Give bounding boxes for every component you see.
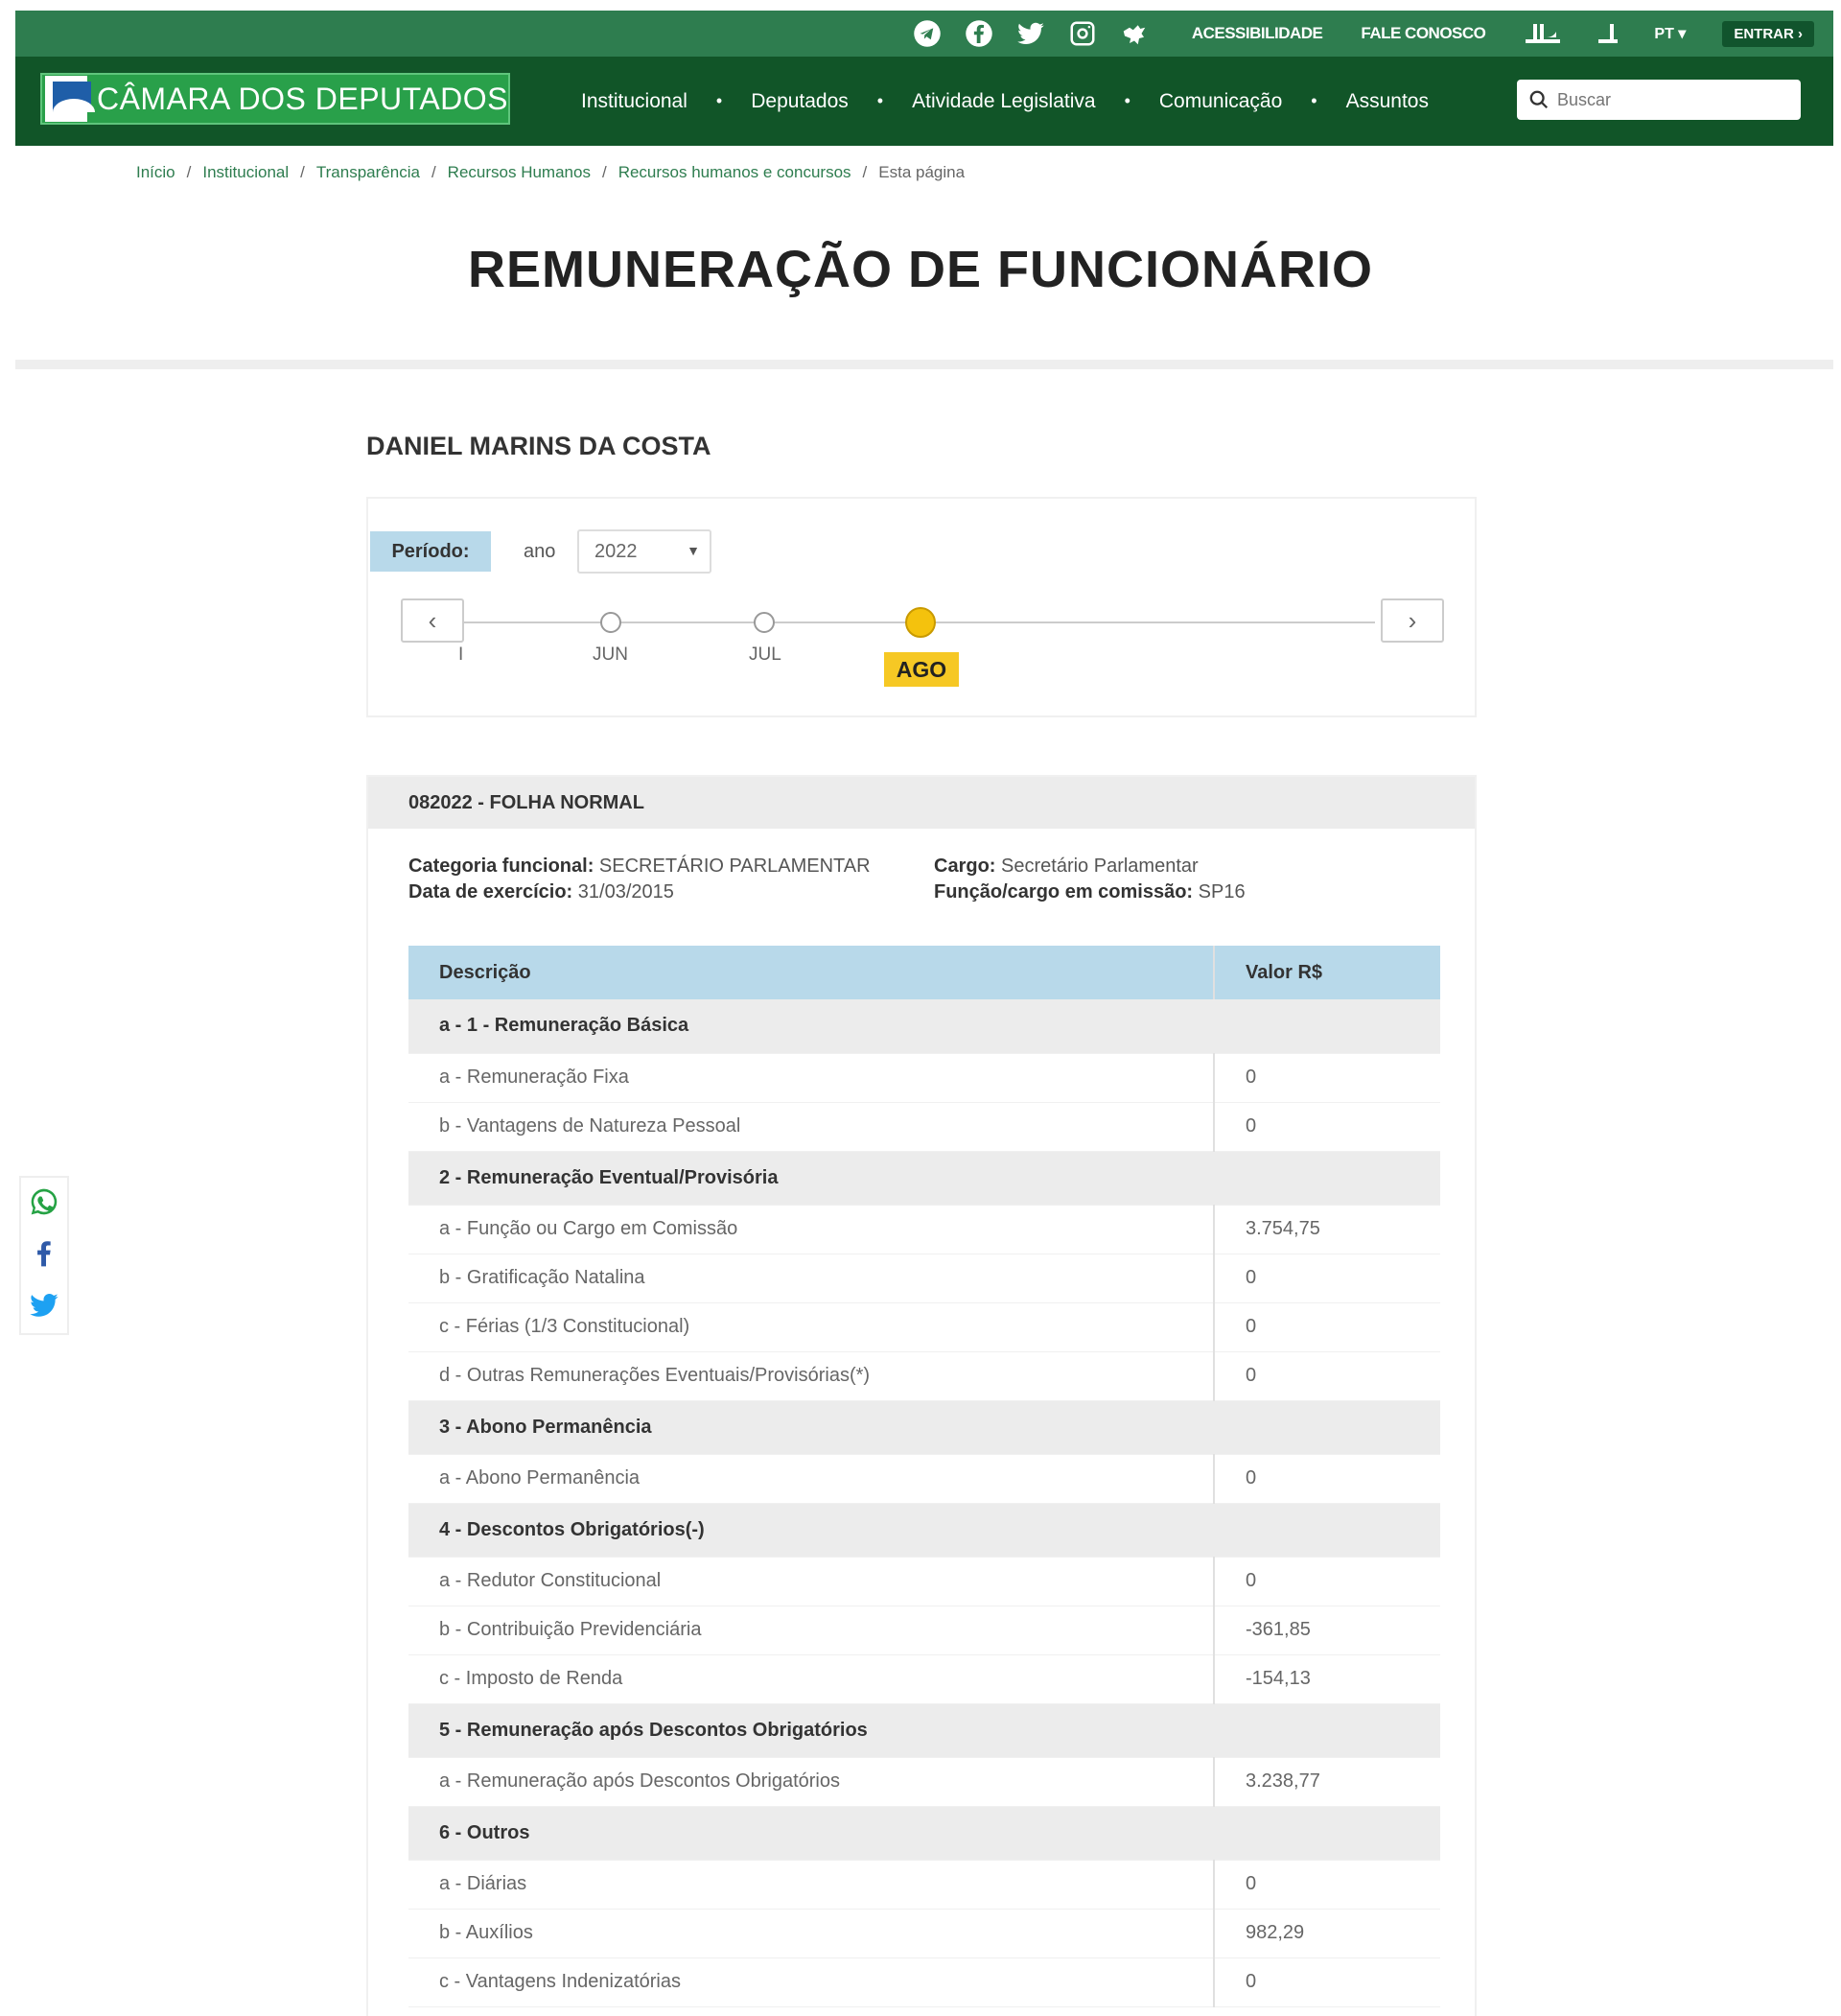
breadcrumb-transparencia[interactable]: Transparência: [315, 163, 420, 181]
breadcrumb-separator: /: [862, 163, 868, 181]
row-description: a - Diárias: [408, 1860, 1214, 1909]
timeline-month-dot[interactable]: [754, 612, 775, 633]
timeline-month-label[interactable]: JUL: [749, 645, 781, 665]
row-value: -154,13: [1214, 1654, 1440, 1703]
search-icon[interactable]: [1528, 89, 1550, 110]
year-label: ano: [524, 541, 556, 562]
contact-link[interactable]: FALE CONOSCO: [1361, 24, 1486, 42]
row-description: b - Gratificação Natalina: [408, 1254, 1214, 1302]
nav-separator: •: [1124, 91, 1130, 110]
row-value: 0: [1214, 1557, 1440, 1606]
timeline-next-button[interactable]: ›: [1381, 598, 1444, 643]
breadcrumb-institucional[interactable]: Institucional: [202, 163, 290, 181]
whatsapp-icon[interactable]: [29, 1186, 59, 1222]
payroll-table: [408, 946, 1440, 2007]
table-row: [408, 1102, 1440, 1151]
search-input[interactable]: [1557, 90, 1787, 110]
table-row: [408, 1606, 1440, 1654]
table-row: [408, 1957, 1440, 2006]
row-value: -361,85: [1214, 1606, 1440, 1654]
row-value: 0: [1214, 1860, 1440, 1909]
employee-name: DANIEL MARINS DA COSTA: [366, 432, 711, 460]
period-label: Período:: [370, 531, 491, 572]
facebook-icon[interactable]: [964, 18, 994, 49]
camara-logo-mark: [45, 76, 87, 122]
year-value: 2022: [594, 540, 638, 562]
row-description: c - Vantagens Indenizatórias: [408, 1957, 1214, 2006]
row-value: 0: [1214, 1351, 1440, 1400]
breadcrumb-separator: /: [186, 163, 192, 181]
nav-separator: •: [876, 91, 884, 110]
row-description: c - Imposto de Renda: [408, 1654, 1214, 1703]
row-value: [1214, 1806, 1440, 1860]
table-row: [408, 1757, 1440, 1806]
table-section-row: [408, 1400, 1440, 1454]
search-box: [1517, 80, 1801, 120]
row-description: a - Função ou Cargo em Comissão: [408, 1205, 1214, 1254]
divider: [15, 360, 1833, 369]
nav-assuntos[interactable]: Assuntos: [1345, 89, 1429, 112]
podcast-icon[interactable]: [1119, 18, 1150, 49]
table-section-row: [408, 999, 1440, 1053]
row-description: b - Contribuição Previdenciária: [408, 1606, 1214, 1654]
breadcrumb-current: Esta página: [878, 163, 966, 181]
twitter-icon[interactable]: [29, 1290, 59, 1325]
timeline-active-dot[interactable]: [905, 607, 936, 638]
row-value: [1214, 1503, 1440, 1557]
chevron-down-icon: ▼: [687, 543, 700, 558]
telegram-icon[interactable]: [912, 18, 943, 49]
main-navigation: [581, 57, 1429, 146]
table-row: [408, 1860, 1440, 1909]
row-description: 3 - Abono Permanência: [408, 1400, 1214, 1454]
nav-deputados[interactable]: Deputados: [751, 89, 849, 112]
table-row: [408, 1557, 1440, 1606]
data-exercicio-label: Data de exercício:: [408, 881, 573, 903]
funcao-label: Função/cargo em comissão:: [934, 881, 1194, 903]
row-value: [1214, 1703, 1440, 1757]
info-col-1: [408, 854, 1444, 905]
nav-atividade-legislativa[interactable]: Atividade Legislativa: [912, 89, 1096, 112]
table-row: [408, 1909, 1440, 1957]
row-description: 2 - Remuneração Eventual/Provisória: [408, 1151, 1214, 1205]
cargo-value: Secretário Parlamentar: [1001, 856, 1199, 877]
row-description: 6 - Outros: [408, 1806, 1214, 1860]
breadcrumb-inicio[interactable]: Início: [136, 163, 175, 181]
language-selector[interactable]: PT ▾: [1654, 26, 1687, 42]
categoria-label: Categoria funcional:: [408, 856, 594, 877]
table-section-row: [408, 1703, 1440, 1757]
column-header-valor: Valor R$: [1214, 946, 1440, 999]
column-header-descricao: Descrição: [408, 946, 1214, 999]
row-value: 0: [1214, 1302, 1440, 1351]
table-row: [408, 1654, 1440, 1703]
table-header-row: [408, 946, 1440, 999]
row-value: 0: [1214, 1454, 1440, 1503]
payroll-table-wrap: [408, 946, 1440, 2007]
breadcrumb-separator: /: [300, 163, 305, 181]
breadcrumb-separator: /: [601, 163, 607, 181]
camara-logo[interactable]: [40, 73, 510, 125]
main-header: [15, 57, 1833, 146]
congress-icon[interactable]: [1524, 22, 1562, 45]
instagram-icon[interactable]: [1067, 18, 1098, 49]
employee-info: [408, 854, 1444, 905]
year-select[interactable]: [577, 529, 711, 574]
row-description: 4 - Descontos Obrigatórios(-): [408, 1503, 1214, 1557]
breadcrumb-recursos-concursos[interactable]: Recursos humanos e concursos: [618, 163, 851, 181]
breadcrumb-recursos-humanos[interactable]: Recursos Humanos: [447, 163, 591, 181]
nav-institucional[interactable]: Institucional: [581, 89, 687, 112]
timeline-prev-button[interactable]: ‹: [401, 598, 464, 643]
row-value: [1214, 1151, 1440, 1205]
payroll-header: 082022 - FOLHA NORMAL: [368, 777, 1475, 829]
timeline-month-label[interactable]: JUN: [593, 645, 628, 665]
timeline-active-month[interactable]: AGO: [884, 652, 959, 687]
data-exercicio-value: 31/03/2015: [577, 881, 674, 903]
row-value: 0: [1214, 1053, 1440, 1102]
row-description: a - Remuneração Fixa: [408, 1053, 1214, 1102]
row-description: b - Auxílios: [408, 1909, 1214, 1957]
info-col-2: [934, 854, 1246, 905]
chamber-icon[interactable]: [1596, 22, 1620, 45]
table-row: [408, 1351, 1440, 1400]
row-value: 0: [1214, 1102, 1440, 1151]
row-description: 5 - Remuneração após Descontos Obrigatórios: [408, 1703, 1214, 1757]
timeline-month-label[interactable]: I: [458, 645, 464, 665]
cargo-label: Cargo:: [934, 856, 996, 877]
social-links: [912, 18, 1150, 49]
row-value: 0: [1214, 1957, 1440, 2006]
page-title: REMUNERAÇÃO DE FUNCIONÁRIO: [468, 241, 1373, 298]
nav-separator: •: [1311, 91, 1317, 110]
row-description: d - Outras Remunerações Eventuais/Provisórias(*): [408, 1351, 1214, 1400]
table-section-row: [408, 1503, 1440, 1557]
row-description: a - Remuneração após Descontos Obrigatórios: [408, 1757, 1214, 1806]
payroll-table-body: [408, 999, 1440, 2006]
row-description: a - 1 - Remuneração Básica: [408, 999, 1214, 1053]
table-row: [408, 1454, 1440, 1503]
row-value: [1214, 999, 1440, 1053]
table-section-row: [408, 1151, 1440, 1205]
twitter-icon[interactable]: [1015, 18, 1046, 49]
row-description: a - Abono Permanência: [408, 1454, 1214, 1503]
row-value: 982,29: [1214, 1909, 1440, 1957]
funcao-value: SP16: [1198, 881, 1246, 903]
row-description: a - Redutor Constitucional: [408, 1557, 1214, 1606]
row-value: 3.754,75: [1214, 1205, 1440, 1254]
table-row: [408, 1205, 1440, 1254]
facebook-icon[interactable]: [29, 1238, 59, 1274]
categoria-value: SECRETÁRIO PARLAMENTAR: [598, 856, 871, 877]
row-value: [1214, 1400, 1440, 1454]
share-bar: [19, 1176, 69, 1335]
row-description: b - Vantagens de Natureza Pessoal: [408, 1102, 1214, 1151]
nav-separator: •: [715, 91, 723, 110]
timeline-month-dot[interactable]: [600, 612, 621, 633]
breadcrumb: [136, 163, 965, 182]
table-row: [408, 1302, 1440, 1351]
row-description: c - Férias (1/3 Constitucional): [408, 1302, 1214, 1351]
breadcrumb-separator: /: [431, 163, 436, 181]
accessibility-link[interactable]: ACESSIBILIDADE: [1191, 24, 1323, 42]
table-section-row: [408, 1806, 1440, 1860]
row-value: 3.238,77: [1214, 1757, 1440, 1806]
payroll-panel: [366, 775, 1477, 2016]
logo-text: CÂMARA DOS DEPUTADOS: [96, 81, 508, 116]
period-selector: [366, 497, 1477, 717]
top-bar: [15, 11, 1833, 57]
row-value: 0: [1214, 1254, 1440, 1302]
table-row: [408, 1254, 1440, 1302]
table-row: [408, 1053, 1440, 1102]
nav-comunicacao[interactable]: Comunicação: [1158, 89, 1283, 112]
login-button[interactable]: ENTRAR ›: [1722, 21, 1814, 47]
